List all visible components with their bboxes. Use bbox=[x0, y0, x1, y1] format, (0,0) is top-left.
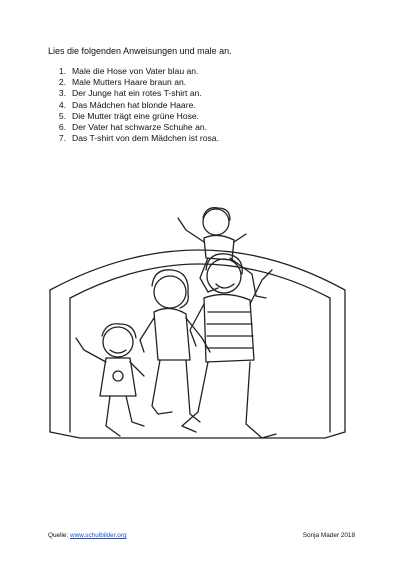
intro-text: Lies die folgenden Anweisungen und male an. bbox=[48, 46, 232, 56]
boy-figure bbox=[178, 208, 266, 298]
author-credit: Sonja Mader 2018 bbox=[302, 532, 355, 539]
list-item bbox=[50, 88, 219, 99]
father-figure bbox=[182, 254, 276, 438]
list-item bbox=[50, 111, 219, 122]
source-label: Quelle: bbox=[48, 532, 69, 539]
list-number: 1. bbox=[58, 66, 66, 76]
list-item bbox=[50, 100, 219, 111]
source-link[interactable]: www.schulbilder.org bbox=[70, 532, 127, 539]
list-item bbox=[50, 66, 219, 77]
list-text: Male die Hose von Vater blau an. bbox=[72, 66, 199, 76]
source-credit bbox=[48, 532, 127, 539]
list-number: 7. bbox=[58, 133, 66, 144]
list-text: Male Mutters Haare braun an. bbox=[72, 77, 187, 88]
list-number: 2. bbox=[58, 77, 66, 88]
list-text: Der Vater hat schwarze Schuhe an. bbox=[72, 121, 208, 132]
list-item bbox=[50, 77, 219, 88]
list-number: 6. bbox=[58, 121, 66, 132]
list-item bbox=[50, 122, 219, 133]
list-text: Der Junge hat ein rotes T-shirt an. bbox=[72, 88, 202, 99]
floor-line bbox=[50, 432, 345, 438]
family-coloring-illustration bbox=[40, 200, 360, 470]
list-number: 5. bbox=[58, 110, 66, 121]
instruction-list bbox=[50, 66, 219, 144]
arch-outline bbox=[50, 250, 345, 432]
list-item bbox=[50, 133, 219, 144]
list-text: Die Mutter trägt eine grüne Hose. bbox=[72, 110, 200, 121]
mother-figure bbox=[140, 270, 210, 422]
list-number: 3. bbox=[58, 88, 66, 99]
list-text: Das T-shirt von dem Mädchen ist rosa. bbox=[72, 133, 219, 144]
girl-figure bbox=[76, 324, 144, 436]
list-text: Das Mädchen hat blonde Haare. bbox=[72, 99, 196, 110]
list-number: 4. bbox=[58, 99, 66, 110]
